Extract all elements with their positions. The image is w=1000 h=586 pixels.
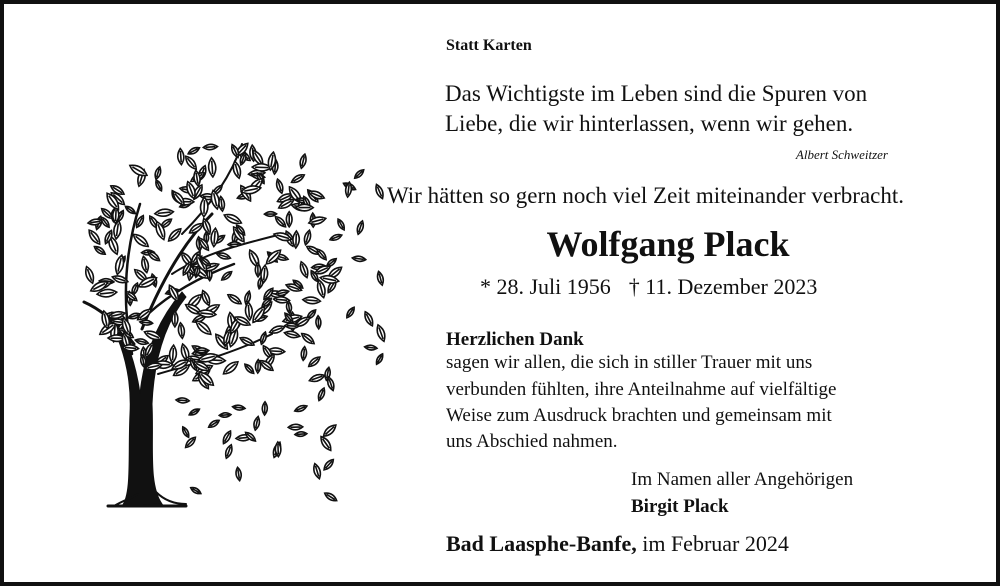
thanks-line-1: sagen wir allen, die sich in stiller Trauer mit uns [446, 352, 813, 373]
thanks-line-2: verbunden fühlten, ihre Anteilnahme auf vielfältige [446, 379, 837, 400]
thanks-line-3: Weise zum Ausdruck brachten und gemeinsam mit [446, 405, 832, 426]
thanks-line-4: uns Abschied nahmen. [446, 431, 618, 452]
thanks-heading: Herzlichen Dank [446, 329, 584, 350]
family-name: Birgit Plack [631, 496, 729, 517]
life-dates [480, 276, 817, 298]
quote-author: Albert Schweitzer [795, 147, 888, 162]
birth-date: * 28. Juli 1956 [480, 274, 611, 299]
notice-date: im Februar 2024 [642, 531, 789, 556]
death-date: † 11. Dezember 2023 [628, 274, 818, 299]
place-and-date [446, 533, 789, 555]
deceased-name: Wolfgang Plack [546, 224, 790, 264]
header-statt-karten: Statt Karten [446, 37, 532, 54]
family-line: Im Namen aller Angehörigen [631, 469, 854, 490]
place-name: Bad Laasphe-Banfe, [446, 531, 637, 556]
tree-with-falling-leaves-icon [62, 114, 392, 514]
intro-line: Wir hätten so gern noch viel Zeit miteinander verbracht. [387, 183, 905, 208]
quote-line-2: Liebe, die wir hinterlassen, wenn wir gehen. [445, 111, 854, 136]
quote-line-1: Das Wichtigste im Leben sind die Spuren von [445, 81, 868, 106]
